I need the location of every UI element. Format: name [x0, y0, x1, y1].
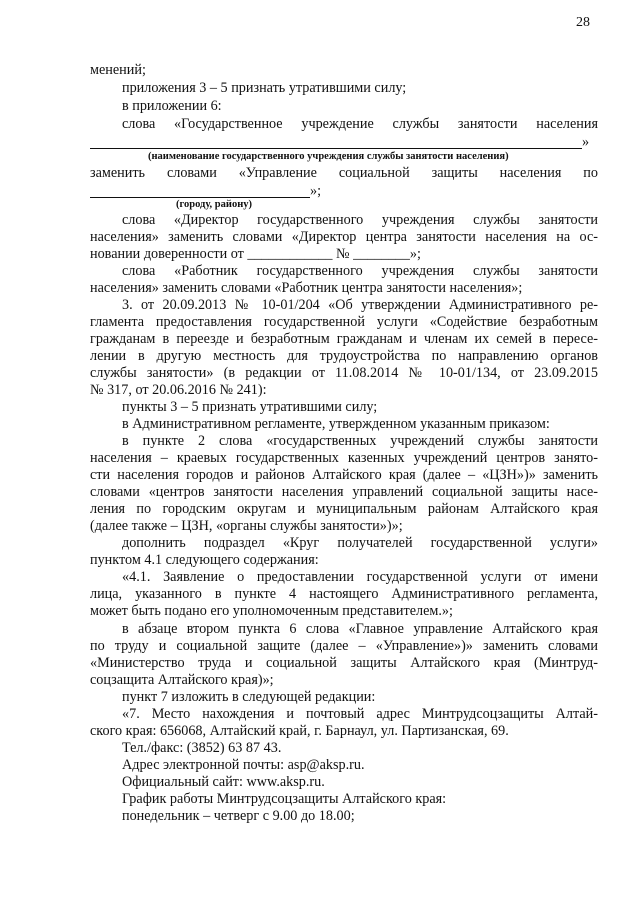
text-line: в приложении 6: — [122, 98, 222, 114]
text-line: заменить словами «Управление социальной защиты населения по — [90, 165, 598, 181]
text-line: может быть подано его уполномоченным представителем.»; — [90, 603, 453, 619]
blank-line — [90, 197, 310, 198]
text-line: слова «Государственное учреждение службы занятости населения — [122, 116, 598, 132]
text-line: слова «Работник государственного учреждения службы занятости — [122, 263, 598, 279]
text-line: пункт 7 изложить в следующей редакции: — [122, 689, 376, 705]
text-line: населения» заменить словами «Работник центра занятости населения»; — [90, 280, 523, 296]
text-line: «4.1. Заявление о предоставлении государственной услуги от имени — [122, 569, 598, 585]
text-line: дополнить подраздел «Круг получателей государственной услуги» — [122, 535, 598, 551]
text-line: (далее также – ЦЗН, «органы службы занятости»)»; — [90, 518, 403, 534]
text-line: понедельник – четверг с 9.00 до 18.00; — [122, 808, 355, 824]
text-line: График работы Минтрудсоцзащиты Алтайского края: — [122, 791, 447, 807]
page-number: 28 — [576, 15, 590, 30]
text-line: » — [582, 134, 590, 150]
text-line: в абзаце втором пункта 6 слова «Главное управление Алтайского края — [122, 621, 598, 637]
text-line: гламента предоставления государственной услуги «Содействие безработным — [90, 314, 598, 330]
text-line: 3. от 20.09.2013 № 10-01/204 «Об утверждении Административного ре- — [122, 297, 598, 313]
text-line: Адрес электронной почты: asp@aksp.ru. — [122, 757, 365, 773]
text-line: »; — [310, 183, 322, 199]
text-line: гражданам в переезде и безработным гражданам и членам их семей в пересе- — [90, 331, 598, 347]
text-line: населения» заменить словами «Директор центра занятости населения на ос- — [90, 229, 598, 245]
text-line: ления по городским округам и муниципальным районам Алтайского края — [90, 501, 598, 517]
field-caption: (наименование государственного учреждения службы занятости населения) — [148, 151, 509, 162]
text-line: «7. Место нахождения и почтовый адрес Минтрудсоцзащиты Алтай- — [122, 706, 598, 722]
text-line: приложения 3 – 5 признать утратившими силу; — [122, 80, 407, 96]
text-line: по труду и социальной защите (далее – «Управление»)» заменить словами — [90, 638, 598, 654]
text-line: населения – краевых государственных казенных учреждений центров занято- — [90, 450, 598, 466]
text-line: Официальный сайт: www.aksp.ru. — [122, 774, 325, 790]
text-line: пункты 3 – 5 признать утратившими силу; — [122, 399, 378, 415]
text-line: в пункте 2 слова «государственных учреждений службы занятости — [122, 433, 598, 449]
field-caption: (городу, району) — [176, 199, 252, 210]
text-line: ского края: 656068, Алтайский край, г. Барнаул, ул. Партизанская, 69. — [90, 723, 509, 739]
text-line: менений; — [90, 62, 146, 78]
text-line: слова «Директор государственного учреждения службы занятости — [122, 212, 598, 228]
text-line: в Административном регламенте, утвержденном указанным приказом: — [122, 416, 550, 432]
text-line: лица, указанного в пункте 4 настоящего Административного регламента, — [90, 586, 598, 602]
text-line: соцзащита Алтайского края)»; — [90, 672, 274, 688]
text-line: сти населения городов и районов Алтайского края (далее – «ЦЗН»)» заменить — [90, 467, 598, 483]
text-line: службы занятости» (в редакции от 11.08.2014 № 10-01/134, от 23.09.2015 — [90, 365, 598, 381]
text-line: пунктом 4.1 следующего содержания: — [90, 552, 319, 568]
text-line: № 317, от 20.06.2016 № 241): — [90, 382, 267, 398]
text-line: «Министерство труда и социальной защиты Алтайского края (Минтруд- — [90, 655, 598, 671]
text-line: новании доверенности от ____________ № ________»; — [90, 246, 421, 262]
text-line: лении в другую местность для трудоустройства по направлению органов — [90, 348, 598, 364]
blank-line — [90, 148, 582, 149]
text-line: словами «центров занятости населения управлений социальной защиты насе- — [90, 484, 598, 500]
text-line: Тел./факс: (3852) 63 87 43. — [122, 740, 282, 756]
